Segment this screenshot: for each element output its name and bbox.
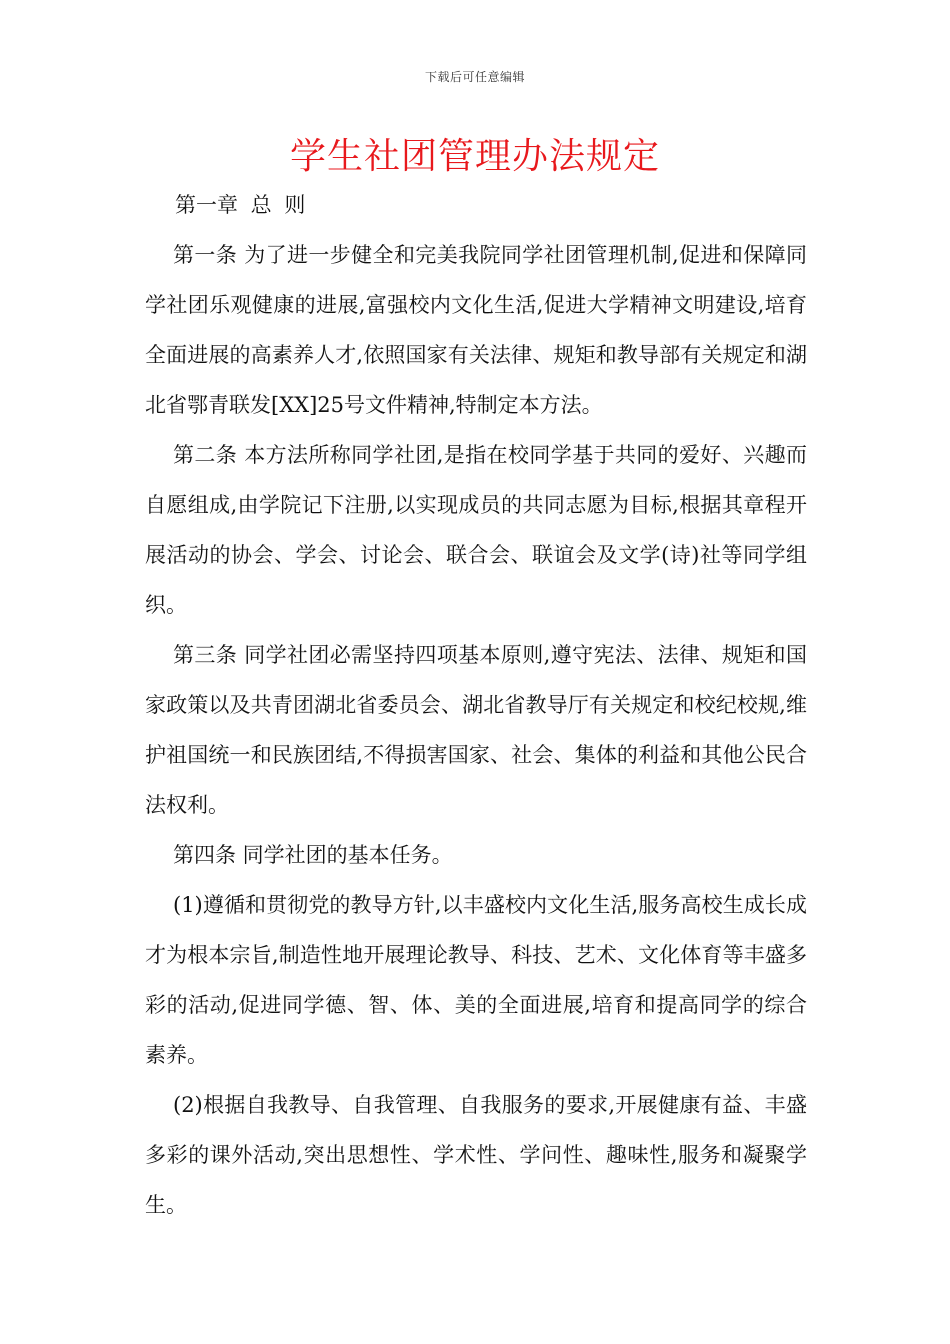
- article-4-item-1: (1)遵循和贯彻党的教导方针,以丰盛校内文化生活,服务高校生成长成才为根本宗旨,制造性地开展理论教导、科技、艺术、文化体育等丰盛多彩的活动,促进同学德、智、体、美的全面进展,培育和提高同学的综合素养。: [145, 893, 807, 1067]
- document-body: [145, 180, 807, 1230]
- article-3: 第三条 同学社团必需坚持四项基本原则,遵守宪法、法律、规矩和国家政策以及共青团湖北省委员会、湖北省教导厅有关规定和校纪校规,维护祖国统一和民族团结,不得损害国家、社会、集体的利益和其他公民合法权利。: [145, 643, 807, 817]
- article-2: 第二条 本方法所称同学社团,是指在校同学基于共同的爱好、兴趣而自愿组成,由学院记下注册,以实现成员的共同志愿为目标,根据其章程开展活动的协会、学会、讨论会、联合会、联谊会及文学(诗)社等同学组织。: [145, 443, 807, 617]
- article-4: 第四条 同学社团的基本任务。: [173, 843, 453, 867]
- document-title: 学生社团管理办法规定: [289, 136, 660, 177]
- article-1: 第一条 为了进一步健全和完美我院同学社团管理机制,促进和保障同学社团乐观健康的进展,富强校内文化生活,促进大学精神文明建设,培育全面进展的高素养人才,依照国家有关法律、规矩和教导部有关规定和湖北省鄂青联发[XX]25号文件精神,特制定本方法。: [145, 243, 807, 417]
- article-4-item-2: (2)根据自我教导、自我管理、自我服务的要求,开展健康有益、丰盛多彩的课外活动,突出思想性、学术性、学问性、趣味性,服务和凝聚学生。: [145, 1093, 807, 1217]
- chapter-heading: 第一章 总 则: [175, 193, 306, 217]
- header-note: 下载后可任意编辑: [424, 70, 525, 84]
